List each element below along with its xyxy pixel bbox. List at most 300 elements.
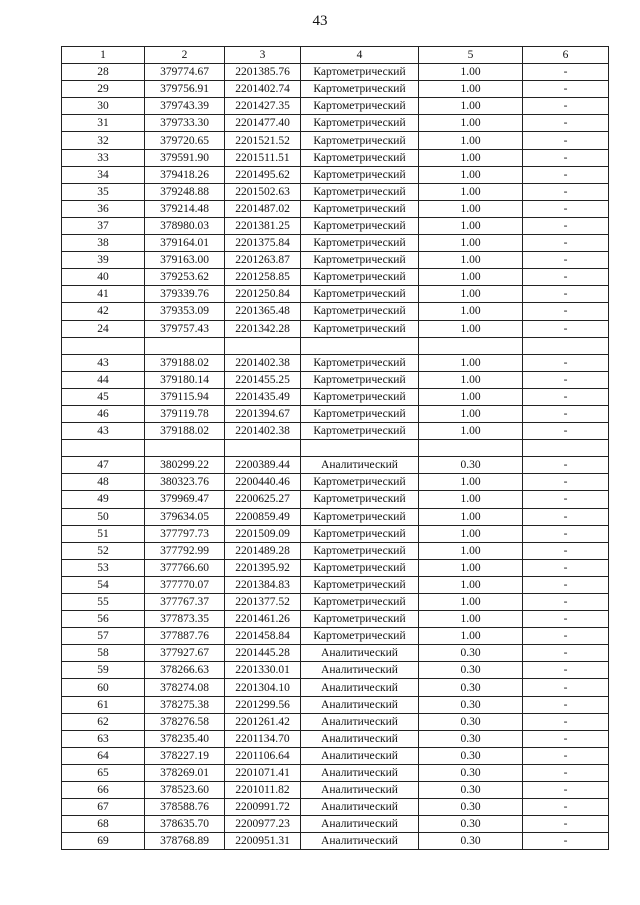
point-number-cell: 35	[62, 183, 145, 200]
point-number-cell: 39	[62, 252, 145, 269]
method-cell: Аналитический	[301, 713, 419, 730]
table-row	[62, 833, 609, 850]
x-coordinate-cell: 379353.09	[145, 303, 225, 320]
x-coordinate-cell: 377770.07	[145, 576, 225, 593]
table-row	[62, 628, 609, 645]
table-row	[62, 747, 609, 764]
method-cell: Картометрический	[301, 525, 419, 542]
description-cell	[523, 440, 609, 457]
y-coordinate-cell: 2200440.46	[225, 474, 301, 491]
y-coordinate-cell: 2201461.26	[225, 611, 301, 628]
description-cell: -	[523, 457, 609, 474]
table-row	[62, 235, 609, 252]
method-cell: Картометрический	[301, 81, 419, 98]
point-number-cell: 61	[62, 696, 145, 713]
x-coordinate-cell: 379119.78	[145, 405, 225, 422]
y-coordinate-cell: 2201384.83	[225, 576, 301, 593]
table-row	[62, 525, 609, 542]
point-number-cell: 30	[62, 98, 145, 115]
description-cell: -	[523, 303, 609, 320]
x-coordinate-cell: 378275.38	[145, 696, 225, 713]
table-row	[62, 217, 609, 234]
x-coordinate-cell: 379339.76	[145, 286, 225, 303]
x-coordinate-cell: 379757.43	[145, 320, 225, 337]
description-cell: -	[523, 405, 609, 422]
accuracy-cell: 0.30	[419, 782, 523, 799]
table-row	[62, 337, 609, 354]
point-number-cell: 50	[62, 508, 145, 525]
table-row	[62, 320, 609, 337]
y-coordinate-cell: 2201521.52	[225, 132, 301, 149]
point-number-cell: 55	[62, 594, 145, 611]
method-cell: Картометрический	[301, 371, 419, 388]
description-cell: -	[523, 679, 609, 696]
table-row	[62, 388, 609, 405]
table-row	[62, 405, 609, 422]
description-cell: -	[523, 166, 609, 183]
table-row	[62, 440, 609, 457]
y-coordinate-cell: 2201487.02	[225, 200, 301, 217]
y-coordinate-cell: 2201330.01	[225, 662, 301, 679]
point-number-cell: 67	[62, 799, 145, 816]
y-coordinate-cell: 2201509.09	[225, 525, 301, 542]
table-row	[62, 764, 609, 781]
y-coordinate-cell: 2201381.25	[225, 217, 301, 234]
accuracy-cell: 0.30	[419, 662, 523, 679]
point-number-cell: 62	[62, 713, 145, 730]
table-row	[62, 696, 609, 713]
x-coordinate-cell: 377766.60	[145, 559, 225, 576]
method-cell: Картометрический	[301, 594, 419, 611]
description-cell: -	[523, 132, 609, 149]
x-coordinate-cell: 378276.58	[145, 713, 225, 730]
description-cell: -	[523, 235, 609, 252]
method-cell: Картометрический	[301, 252, 419, 269]
column-header: 3	[225, 47, 301, 64]
accuracy-cell	[419, 337, 523, 354]
point-number-cell: 58	[62, 645, 145, 662]
x-coordinate-cell: 379733.30	[145, 115, 225, 132]
table-row	[62, 491, 609, 508]
point-number-cell: 31	[62, 115, 145, 132]
description-cell: -	[523, 696, 609, 713]
method-cell: Картометрический	[301, 166, 419, 183]
y-coordinate-cell: 2201261.42	[225, 713, 301, 730]
description-cell: -	[523, 628, 609, 645]
accuracy-cell: 1.00	[419, 611, 523, 628]
description-cell: -	[523, 200, 609, 217]
accuracy-cell: 1.00	[419, 303, 523, 320]
method-cell: Картометрический	[301, 491, 419, 508]
method-cell: Картометрический	[301, 98, 419, 115]
x-coordinate-cell: 379634.05	[145, 508, 225, 525]
y-coordinate-cell: 2200991.72	[225, 799, 301, 816]
point-number-cell: 56	[62, 611, 145, 628]
accuracy-cell: 0.30	[419, 457, 523, 474]
x-coordinate-cell: 377887.76	[145, 628, 225, 645]
table-row	[62, 799, 609, 816]
column-header: 4	[301, 47, 419, 64]
accuracy-cell: 0.30	[419, 679, 523, 696]
x-coordinate-cell: 378227.19	[145, 747, 225, 764]
accuracy-cell: 1.00	[419, 423, 523, 440]
point-number-cell: 68	[62, 816, 145, 833]
point-number-cell: 24	[62, 320, 145, 337]
method-cell: Картометрический	[301, 269, 419, 286]
y-coordinate-cell: 2201304.10	[225, 679, 301, 696]
table-row	[62, 474, 609, 491]
point-number-cell	[62, 440, 145, 457]
description-cell: -	[523, 594, 609, 611]
accuracy-cell: 1.00	[419, 132, 523, 149]
x-coordinate-cell: 378980.03	[145, 217, 225, 234]
point-number-cell: 65	[62, 764, 145, 781]
accuracy-cell: 1.00	[419, 525, 523, 542]
table-row	[62, 457, 609, 474]
accuracy-cell: 1.00	[419, 81, 523, 98]
y-coordinate-cell: 2201134.70	[225, 730, 301, 747]
table-row	[62, 713, 609, 730]
description-cell: -	[523, 98, 609, 115]
point-number-cell: 48	[62, 474, 145, 491]
accuracy-cell: 1.00	[419, 371, 523, 388]
point-number-cell: 54	[62, 576, 145, 593]
x-coordinate-cell	[145, 337, 225, 354]
accuracy-cell: 1.00	[419, 594, 523, 611]
point-number-cell: 42	[62, 303, 145, 320]
point-number-cell: 66	[62, 782, 145, 799]
x-coordinate-cell: 379163.00	[145, 252, 225, 269]
table-row	[62, 64, 609, 81]
table-row	[62, 149, 609, 166]
description-cell: -	[523, 611, 609, 628]
method-cell: Аналитический	[301, 696, 419, 713]
column-header: 2	[145, 47, 225, 64]
description-cell: -	[523, 371, 609, 388]
accuracy-cell: 0.30	[419, 713, 523, 730]
method-cell: Картометрический	[301, 64, 419, 81]
accuracy-cell: 1.00	[419, 200, 523, 217]
method-cell: Аналитический	[301, 764, 419, 781]
y-coordinate-cell: 2201250.84	[225, 286, 301, 303]
description-cell: -	[523, 64, 609, 81]
y-coordinate-cell: 2201106.64	[225, 747, 301, 764]
description-cell: -	[523, 799, 609, 816]
method-cell: Аналитический	[301, 662, 419, 679]
table-row	[62, 559, 609, 576]
y-coordinate-cell: 2201365.48	[225, 303, 301, 320]
accuracy-cell: 1.00	[419, 235, 523, 252]
y-coordinate-cell: 2201011.82	[225, 782, 301, 799]
description-cell: -	[523, 183, 609, 200]
table-row	[62, 508, 609, 525]
table-row	[62, 423, 609, 440]
point-number-cell: 44	[62, 371, 145, 388]
method-cell	[301, 337, 419, 354]
description-cell: -	[523, 542, 609, 559]
description-cell: -	[523, 833, 609, 850]
accuracy-cell: 1.00	[419, 320, 523, 337]
point-number-cell: 69	[62, 833, 145, 850]
point-number-cell: 37	[62, 217, 145, 234]
accuracy-cell: 1.00	[419, 149, 523, 166]
table-row	[62, 252, 609, 269]
table-row	[62, 269, 609, 286]
y-coordinate-cell: 2201458.84	[225, 628, 301, 645]
accuracy-cell: 1.00	[419, 474, 523, 491]
x-coordinate-cell: 377797.73	[145, 525, 225, 542]
table-row	[62, 594, 609, 611]
x-coordinate-cell	[145, 440, 225, 457]
accuracy-cell: 1.00	[419, 286, 523, 303]
y-coordinate-cell: 2201394.67	[225, 405, 301, 422]
y-coordinate-cell: 2201445.28	[225, 645, 301, 662]
description-cell: -	[523, 782, 609, 799]
point-number-cell	[62, 337, 145, 354]
table-row	[62, 782, 609, 799]
table-row	[62, 611, 609, 628]
method-cell: Картометрический	[301, 405, 419, 422]
accuracy-cell: 1.00	[419, 388, 523, 405]
y-coordinate-cell: 2201263.87	[225, 252, 301, 269]
table-row	[62, 371, 609, 388]
accuracy-cell: 1.00	[419, 64, 523, 81]
table-row	[62, 98, 609, 115]
y-coordinate-cell: 2201299.56	[225, 696, 301, 713]
x-coordinate-cell: 377767.37	[145, 594, 225, 611]
y-coordinate-cell: 2201477.40	[225, 115, 301, 132]
accuracy-cell: 0.30	[419, 833, 523, 850]
point-number-cell: 34	[62, 166, 145, 183]
point-number-cell: 36	[62, 200, 145, 217]
table-row	[62, 200, 609, 217]
y-coordinate-cell: 2200625.27	[225, 491, 301, 508]
x-coordinate-cell: 379115.94	[145, 388, 225, 405]
description-cell: -	[523, 662, 609, 679]
accuracy-cell: 0.30	[419, 747, 523, 764]
point-number-cell: 33	[62, 149, 145, 166]
x-coordinate-cell: 379591.90	[145, 149, 225, 166]
x-coordinate-cell: 379164.01	[145, 235, 225, 252]
table-row	[62, 354, 609, 371]
accuracy-cell: 1.00	[419, 628, 523, 645]
x-coordinate-cell: 378588.76	[145, 799, 225, 816]
accuracy-cell: 1.00	[419, 576, 523, 593]
y-coordinate-cell: 2201402.74	[225, 81, 301, 98]
method-cell: Картометрический	[301, 132, 419, 149]
x-coordinate-cell: 378768.89	[145, 833, 225, 850]
method-cell: Картометрический	[301, 217, 419, 234]
accuracy-cell: 0.30	[419, 816, 523, 833]
y-coordinate-cell: 2201435.49	[225, 388, 301, 405]
table-row	[62, 115, 609, 132]
x-coordinate-cell: 379248.88	[145, 183, 225, 200]
point-number-cell: 29	[62, 81, 145, 98]
x-coordinate-cell: 377873.35	[145, 611, 225, 628]
y-coordinate-cell: 2201511.51	[225, 149, 301, 166]
point-number-cell: 47	[62, 457, 145, 474]
method-cell: Картометрический	[301, 183, 419, 200]
description-cell: -	[523, 354, 609, 371]
method-cell: Картометрический	[301, 303, 419, 320]
table-row	[62, 286, 609, 303]
method-cell: Картометрический	[301, 628, 419, 645]
y-coordinate-cell: 2200977.23	[225, 816, 301, 833]
point-number-cell: 43	[62, 423, 145, 440]
method-cell: Аналитический	[301, 782, 419, 799]
method-cell	[301, 440, 419, 457]
y-coordinate-cell: 2200389.44	[225, 457, 301, 474]
point-number-cell: 64	[62, 747, 145, 764]
point-number-cell: 60	[62, 679, 145, 696]
x-coordinate-cell: 378266.63	[145, 662, 225, 679]
x-coordinate-cell: 379188.02	[145, 354, 225, 371]
point-number-cell: 40	[62, 269, 145, 286]
accuracy-cell: 1.00	[419, 166, 523, 183]
table-header-row	[62, 47, 609, 64]
method-cell: Картометрический	[301, 423, 419, 440]
x-coordinate-cell: 378274.08	[145, 679, 225, 696]
description-cell: -	[523, 474, 609, 491]
x-coordinate-cell: 379756.91	[145, 81, 225, 98]
accuracy-cell: 1.00	[419, 542, 523, 559]
description-cell: -	[523, 81, 609, 98]
table-row	[62, 576, 609, 593]
method-cell: Картометрический	[301, 286, 419, 303]
accuracy-cell: 0.30	[419, 799, 523, 816]
method-cell: Картометрический	[301, 388, 419, 405]
y-coordinate-cell: 2201489.28	[225, 542, 301, 559]
y-coordinate-cell: 2201377.52	[225, 594, 301, 611]
y-coordinate-cell: 2201395.92	[225, 559, 301, 576]
method-cell: Картометрический	[301, 200, 419, 217]
y-coordinate-cell: 2201455.25	[225, 371, 301, 388]
point-number-cell: 63	[62, 730, 145, 747]
x-coordinate-cell: 379969.47	[145, 491, 225, 508]
accuracy-cell: 1.00	[419, 508, 523, 525]
description-cell: -	[523, 816, 609, 833]
table-row	[62, 81, 609, 98]
table-row	[62, 730, 609, 747]
method-cell: Аналитический	[301, 747, 419, 764]
accuracy-cell: 1.00	[419, 269, 523, 286]
table-row	[62, 645, 609, 662]
x-coordinate-cell: 379188.02	[145, 423, 225, 440]
description-cell: -	[523, 764, 609, 781]
point-number-cell: 53	[62, 559, 145, 576]
table-row	[62, 662, 609, 679]
column-header: 6	[523, 47, 609, 64]
accuracy-cell: 1.00	[419, 98, 523, 115]
method-cell: Картометрический	[301, 576, 419, 593]
method-cell: Картометрический	[301, 115, 419, 132]
table-row	[62, 132, 609, 149]
method-cell: Картометрический	[301, 149, 419, 166]
description-cell: -	[523, 217, 609, 234]
method-cell: Картометрический	[301, 611, 419, 628]
accuracy-cell: 1.00	[419, 491, 523, 508]
description-cell: -	[523, 286, 609, 303]
y-coordinate-cell	[225, 337, 301, 354]
description-cell: -	[523, 491, 609, 508]
point-number-cell: 51	[62, 525, 145, 542]
y-coordinate-cell: 2200859.49	[225, 508, 301, 525]
point-number-cell: 32	[62, 132, 145, 149]
point-number-cell: 52	[62, 542, 145, 559]
description-cell: -	[523, 423, 609, 440]
table-body	[62, 64, 609, 850]
y-coordinate-cell: 2201402.38	[225, 354, 301, 371]
accuracy-cell: 0.30	[419, 696, 523, 713]
x-coordinate-cell: 378235.40	[145, 730, 225, 747]
accuracy-cell	[419, 440, 523, 457]
method-cell: Картометрический	[301, 559, 419, 576]
x-coordinate-cell: 380323.76	[145, 474, 225, 491]
point-number-cell: 49	[62, 491, 145, 508]
method-cell: Аналитический	[301, 645, 419, 662]
point-number-cell: 41	[62, 286, 145, 303]
x-coordinate-cell: 379720.65	[145, 132, 225, 149]
y-coordinate-cell: 2200951.31	[225, 833, 301, 850]
y-coordinate-cell: 2201385.76	[225, 64, 301, 81]
point-number-cell: 59	[62, 662, 145, 679]
method-cell: Аналитический	[301, 833, 419, 850]
column-header: 5	[419, 47, 523, 64]
y-coordinate-cell: 2201258.85	[225, 269, 301, 286]
table-row	[62, 542, 609, 559]
method-cell: Аналитический	[301, 799, 419, 816]
accuracy-cell: 1.00	[419, 183, 523, 200]
method-cell: Картометрический	[301, 320, 419, 337]
accuracy-cell: 1.00	[419, 115, 523, 132]
y-coordinate-cell: 2201495.62	[225, 166, 301, 183]
point-number-cell: 57	[62, 628, 145, 645]
x-coordinate-cell: 378269.01	[145, 764, 225, 781]
y-coordinate-cell: 2201402.38	[225, 423, 301, 440]
y-coordinate-cell: 2201375.84	[225, 235, 301, 252]
method-cell: Картометрический	[301, 354, 419, 371]
y-coordinate-cell	[225, 440, 301, 457]
table-row	[62, 183, 609, 200]
point-number-cell: 45	[62, 388, 145, 405]
accuracy-cell: 0.30	[419, 764, 523, 781]
description-cell: -	[523, 269, 609, 286]
table-row	[62, 679, 609, 696]
y-coordinate-cell: 2201071.41	[225, 764, 301, 781]
description-cell: -	[523, 252, 609, 269]
y-coordinate-cell: 2201342.28	[225, 320, 301, 337]
x-coordinate-cell: 377792.99	[145, 542, 225, 559]
x-coordinate-cell: 379774.67	[145, 64, 225, 81]
accuracy-cell: 1.00	[419, 354, 523, 371]
y-coordinate-cell: 2201427.35	[225, 98, 301, 115]
x-coordinate-cell: 379180.14	[145, 371, 225, 388]
accuracy-cell: 0.30	[419, 730, 523, 747]
description-cell: -	[523, 508, 609, 525]
point-number-cell: 28	[62, 64, 145, 81]
x-coordinate-cell: 378523.60	[145, 782, 225, 799]
x-coordinate-cell: 378635.70	[145, 816, 225, 833]
accuracy-cell: 1.00	[419, 405, 523, 422]
accuracy-cell: 0.30	[419, 645, 523, 662]
description-cell: -	[523, 559, 609, 576]
description-cell: -	[523, 730, 609, 747]
page-number: 43	[312, 13, 328, 29]
table-row	[62, 166, 609, 183]
description-cell	[523, 337, 609, 354]
coordinates-table	[61, 46, 609, 850]
point-number-cell: 38	[62, 235, 145, 252]
